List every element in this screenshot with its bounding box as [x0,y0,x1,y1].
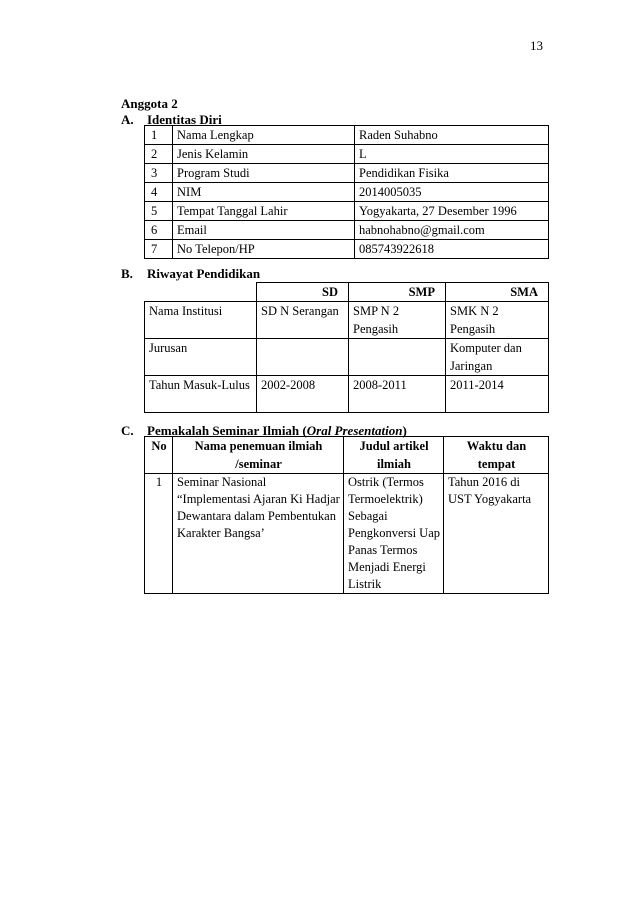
table-row [145,202,549,221]
row-value: 085743922618 [355,240,549,259]
page-number: 13 [530,38,543,53]
section-a-letter: A. [121,112,134,127]
row-label: Jurusan [145,339,257,376]
cell-seminar-name: Seminar Nasional “Implementasi Ajaran Ki Hadjar Dewantara dalam Pembentukan Karakter Bangsa’ [173,474,344,594]
cell-sd: 2002-2008 [257,376,349,413]
row-number: 2 [145,145,173,164]
row-value: 2014005035 [355,183,549,202]
row-value: L [355,145,549,164]
identity-table [144,125,549,259]
row-label: Nama Lengkap [173,126,355,145]
cell-sma: SMK N 2 Pengasih [446,302,549,339]
cell-smp: 2008-2011 [349,376,446,413]
header-seminar-name: Nama penemuan ilmiah /seminar [173,437,344,474]
row-number: 3 [145,164,173,183]
table-header-row [145,437,549,474]
table-row [145,126,549,145]
header-sma: SMA [446,283,549,302]
row-label: Tahun Masuk-Lulus [145,376,257,413]
header-sd: SD [257,283,349,302]
table-row [145,183,549,202]
cell-article-title: Ostrik (Termos Termoelektrik) Sebagai Pengkonversi Uap Panas Termos Menjadi Energi Listrik [344,474,444,594]
cell-sma: 2011-2014 [446,376,549,413]
table-row [145,164,549,183]
row-number: 4 [145,183,173,202]
cell-sma: Komputer dan Jaringan [446,339,549,376]
row-number: 1 [145,126,173,145]
table-row [145,302,549,339]
table-header-row [145,283,549,302]
cell-smp [349,339,446,376]
cell-time-place: Tahun 2016 di UST Yogyakarta [444,474,549,594]
cell-sd: SD N Serangan [257,302,349,339]
section-a-title: Identitas Diri [147,112,222,127]
table-row [145,145,549,164]
section-c-letter: C. [121,423,134,438]
member-title: Anggota 2 [121,96,178,111]
row-label: No Telepon/HP [173,240,355,259]
seminar-table [144,436,549,594]
cell-smp: SMP N 2 Pengasih [349,302,446,339]
row-number: 5 [145,202,173,221]
section-c-title-end: ) [402,423,407,438]
row-label: Tempat Tanggal Lahir [173,202,355,221]
row-number: 1 [145,474,173,594]
header-blank [145,283,257,302]
row-value: Raden Suhabno [355,126,549,145]
education-table [144,282,549,413]
row-value: Pendidikan Fisika [355,164,549,183]
row-label: Jenis Kelamin [173,145,355,164]
header-time-place: Waktu dan tempat [444,437,549,474]
row-label: Nama Institusi [145,302,257,339]
section-b-heading [121,266,260,282]
table-row [145,339,549,376]
row-number: 6 [145,221,173,240]
section-c-title-italic: Oral Presentation [306,423,403,438]
section-b-letter: B. [121,266,133,281]
cell-sd [257,339,349,376]
table-row [145,240,549,259]
header-smp: SMP [349,283,446,302]
header-article-title: Judul artikel ilmiah [344,437,444,474]
row-label: Email [173,221,355,240]
section-c-title: Pemakalah Seminar Ilmiah ( [147,423,307,438]
row-value: Yogyakarta, 27 Desember 1996 [355,202,549,221]
table-row [145,376,549,413]
row-value: habnohabno@gmail.com [355,221,549,240]
row-number: 7 [145,240,173,259]
row-label: Program Studi [173,164,355,183]
header-no: No [145,437,173,474]
row-label: NIM [173,183,355,202]
section-b-title: Riwayat Pendidikan [147,266,261,281]
table-row [145,474,549,594]
table-row [145,221,549,240]
